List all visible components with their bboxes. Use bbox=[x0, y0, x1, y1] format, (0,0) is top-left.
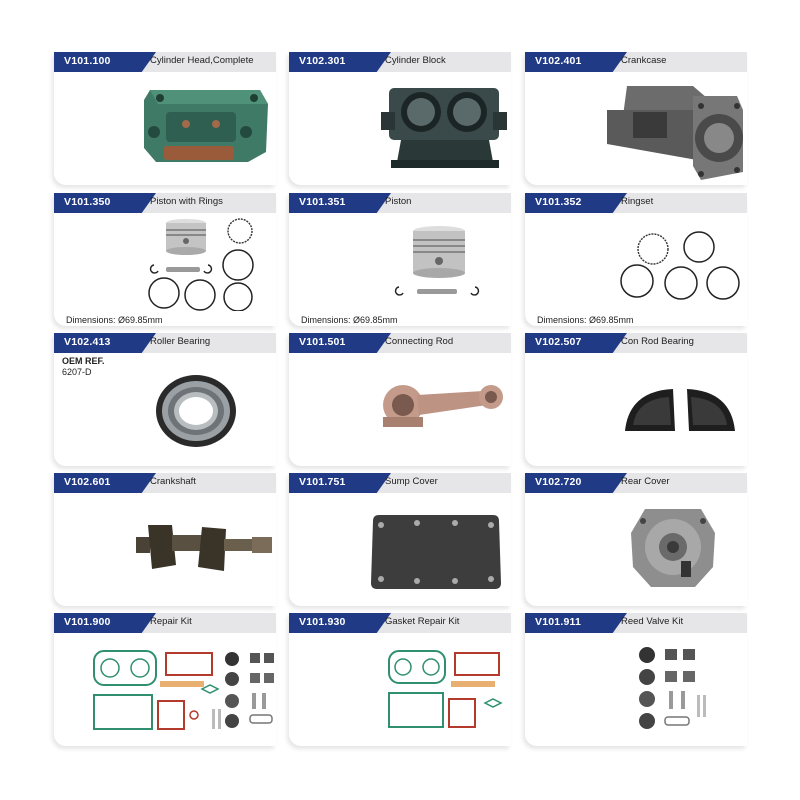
card-header bbox=[289, 613, 511, 633]
card-header bbox=[289, 333, 511, 353]
product-card[interactable] bbox=[525, 613, 747, 746]
product-name: Cylinder Head,Complete bbox=[150, 55, 254, 66]
crankcase-image bbox=[597, 80, 747, 186]
oem-value: 6207-D bbox=[62, 367, 92, 377]
product-code: V102.720 bbox=[535, 476, 582, 488]
card-header bbox=[525, 193, 747, 213]
card-header bbox=[54, 613, 276, 633]
product-card[interactable] bbox=[289, 193, 511, 326]
product-card[interactable] bbox=[54, 52, 276, 185]
product-card[interactable] bbox=[54, 473, 276, 606]
card-header bbox=[289, 193, 511, 213]
product-code: V101.351 bbox=[299, 196, 346, 208]
roller-bearing-image bbox=[154, 373, 238, 449]
connecting-rod-image bbox=[379, 377, 509, 437]
product-card[interactable] bbox=[525, 333, 747, 466]
product-card[interactable] bbox=[525, 193, 747, 326]
product-card[interactable] bbox=[54, 193, 276, 326]
product-name: Cylinder Block bbox=[385, 55, 446, 66]
product-card[interactable] bbox=[289, 613, 511, 746]
product-card[interactable] bbox=[525, 52, 747, 185]
product-card[interactable] bbox=[289, 333, 511, 466]
con-rod-bearing-image bbox=[621, 385, 741, 435]
product-dimensions: Dimensions: Ø69.85mm bbox=[66, 315, 163, 325]
product-code: V102.401 bbox=[535, 55, 582, 67]
product-code: V101.350 bbox=[64, 196, 111, 208]
product-name: Ringset bbox=[621, 196, 654, 207]
repair-kit-image bbox=[90, 649, 276, 733]
product-dimensions: Dimensions: Ø69.85mm bbox=[537, 315, 634, 325]
product-name: Gasket Repair Kit bbox=[385, 616, 460, 627]
product-card[interactable] bbox=[54, 333, 276, 466]
product-code: V102.413 bbox=[64, 336, 111, 348]
oem-label: OEM REF. bbox=[62, 356, 105, 366]
oem-reference bbox=[62, 356, 105, 378]
card-header bbox=[525, 333, 747, 353]
cylinder-head-image bbox=[136, 84, 276, 166]
rear-cover-image bbox=[625, 503, 721, 593]
piston-with-rings-image bbox=[142, 217, 262, 311]
product-code: V102.301 bbox=[299, 55, 346, 67]
card-header bbox=[54, 333, 276, 353]
product-name: Piston with Rings bbox=[150, 196, 223, 207]
product-card[interactable] bbox=[54, 613, 276, 746]
product-card[interactable] bbox=[289, 52, 511, 185]
product-code: V101.100 bbox=[64, 55, 111, 67]
product-name: Piston bbox=[385, 196, 412, 207]
product-name: Reed Valve Kit bbox=[621, 616, 684, 627]
product-code: V101.900 bbox=[64, 616, 111, 628]
product-card[interactable] bbox=[525, 473, 747, 606]
ringset-image bbox=[617, 231, 745, 301]
product-code: V101.911 bbox=[535, 616, 581, 628]
card-header bbox=[54, 52, 276, 72]
product-code: V102.601 bbox=[64, 476, 111, 488]
product-name: Repair Kit bbox=[150, 616, 192, 627]
gasket-repair-kit-image bbox=[385, 649, 511, 733]
product-code: V101.501 bbox=[299, 336, 346, 348]
card-header bbox=[525, 613, 747, 633]
card-header bbox=[54, 193, 276, 213]
reed-valve-kit-image bbox=[635, 645, 715, 733]
card-header bbox=[54, 473, 276, 493]
product-dimensions: Dimensions: Ø69.85mm bbox=[301, 315, 398, 325]
product-code: V101.352 bbox=[535, 196, 582, 208]
sump-cover-image bbox=[367, 513, 505, 591]
product-name: Crankshaft bbox=[150, 476, 196, 487]
card-header bbox=[289, 473, 511, 493]
product-code: V101.930 bbox=[299, 616, 346, 628]
card-header bbox=[525, 52, 747, 72]
product-card[interactable] bbox=[289, 473, 511, 606]
product-code: V101.751 bbox=[299, 476, 346, 488]
cylinder-block-image bbox=[375, 82, 515, 172]
product-name: Crankcase bbox=[621, 55, 667, 66]
product-name: Con Rod Bearing bbox=[621, 336, 694, 347]
product-name: Roller Bearing bbox=[150, 336, 211, 347]
piston-image bbox=[393, 225, 487, 305]
product-name: Connecting Rod bbox=[385, 336, 454, 347]
product-name: Rear Cover bbox=[621, 476, 670, 487]
product-name: Sump Cover bbox=[385, 476, 438, 487]
crankshaft-image bbox=[132, 517, 276, 577]
card-header bbox=[525, 473, 747, 493]
card-header bbox=[289, 52, 511, 72]
product-code: V102.507 bbox=[535, 336, 582, 348]
